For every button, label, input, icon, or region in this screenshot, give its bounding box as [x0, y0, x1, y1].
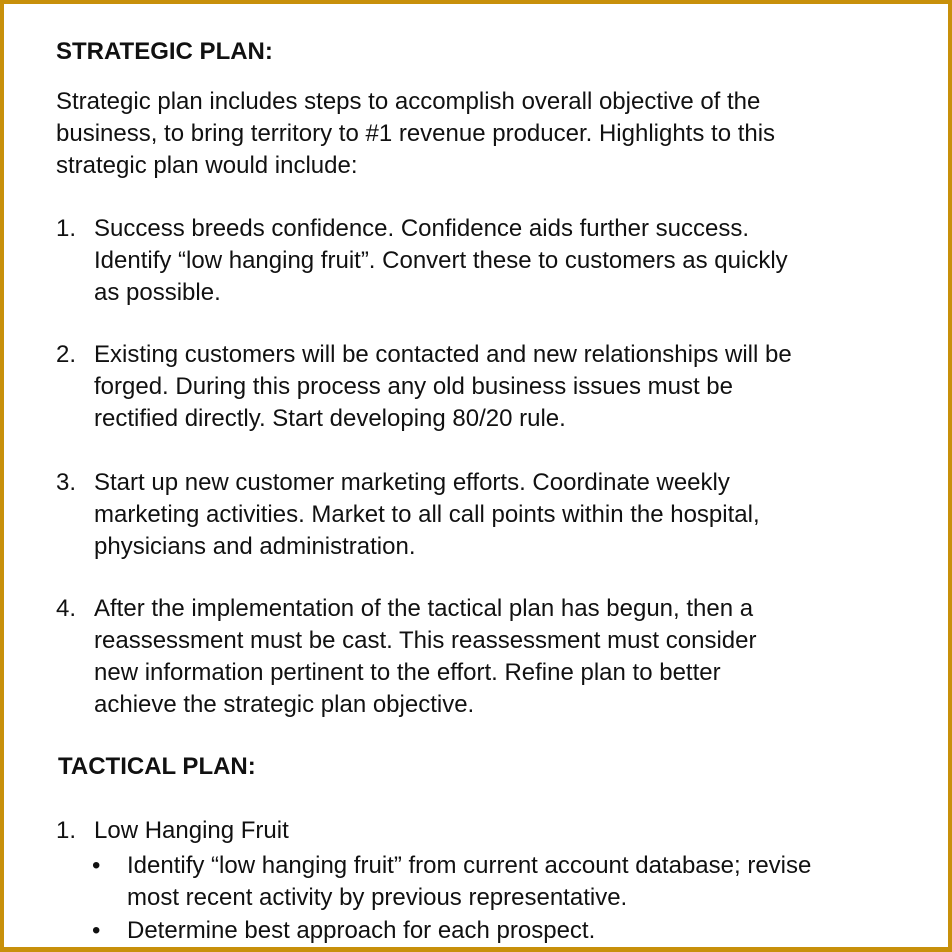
text-line: rectified directly. Start developing 80/20 rule. — [94, 405, 566, 432]
text-line: Strategic plan includes steps to accomplish overall objective of the — [56, 88, 761, 115]
document-page — [4, 4, 948, 947]
text-line: Identify “low hanging fruit” from current account database; revise — [127, 852, 812, 879]
item-number: 1. — [56, 215, 77, 242]
text-line: most recent activity by previous representative. — [127, 884, 628, 911]
text-line: Start up new customer marketing efforts. Coordinate weekly — [94, 469, 730, 496]
item-number: 1. — [56, 817, 77, 844]
tactical-heading: TACTICAL PLAN: — [58, 753, 256, 780]
text-line: achieve the strategic plan objective. — [94, 691, 475, 718]
strategic-heading: STRATEGIC PLAN: — [56, 38, 273, 65]
item-number: 4. — [56, 595, 77, 622]
text-line: Identify “low hanging fruit”. Convert these to customers as quickly — [94, 247, 788, 274]
text-line: strategic plan would include: — [56, 152, 358, 179]
text-line: as possible. — [94, 279, 221, 306]
text-line: Existing customers will be contacted and new relationships will be — [94, 341, 792, 368]
text-line: business, to bring territory to #1 revenue producer. Highlights to this — [56, 120, 776, 147]
text-line: Success breeds confidence. Confidence aids further success. — [94, 215, 750, 242]
bullet-icon: • — [92, 917, 101, 944]
item-number: 3. — [56, 469, 77, 496]
text-line: reassessment must be cast. This reassessment must consider — [94, 627, 757, 654]
bullet-icon: • — [92, 852, 101, 879]
text-line: physicians and administration. — [94, 533, 416, 560]
text-line: Determine best approach for each prospect. — [127, 917, 596, 944]
item-label: Low Hanging Fruit — [94, 817, 289, 844]
text-line: marketing activities. Market to all call points within the hospital, — [94, 501, 760, 528]
text-line: new information pertinent to the effort. Refine plan to better — [94, 659, 721, 686]
item-number: 2. — [56, 341, 77, 368]
text-line: forged. During this process any old business issues must be — [94, 373, 733, 400]
strategic-intro — [56, 86, 775, 182]
text-line: After the implementation of the tactical plan has begun, then a — [94, 595, 754, 622]
